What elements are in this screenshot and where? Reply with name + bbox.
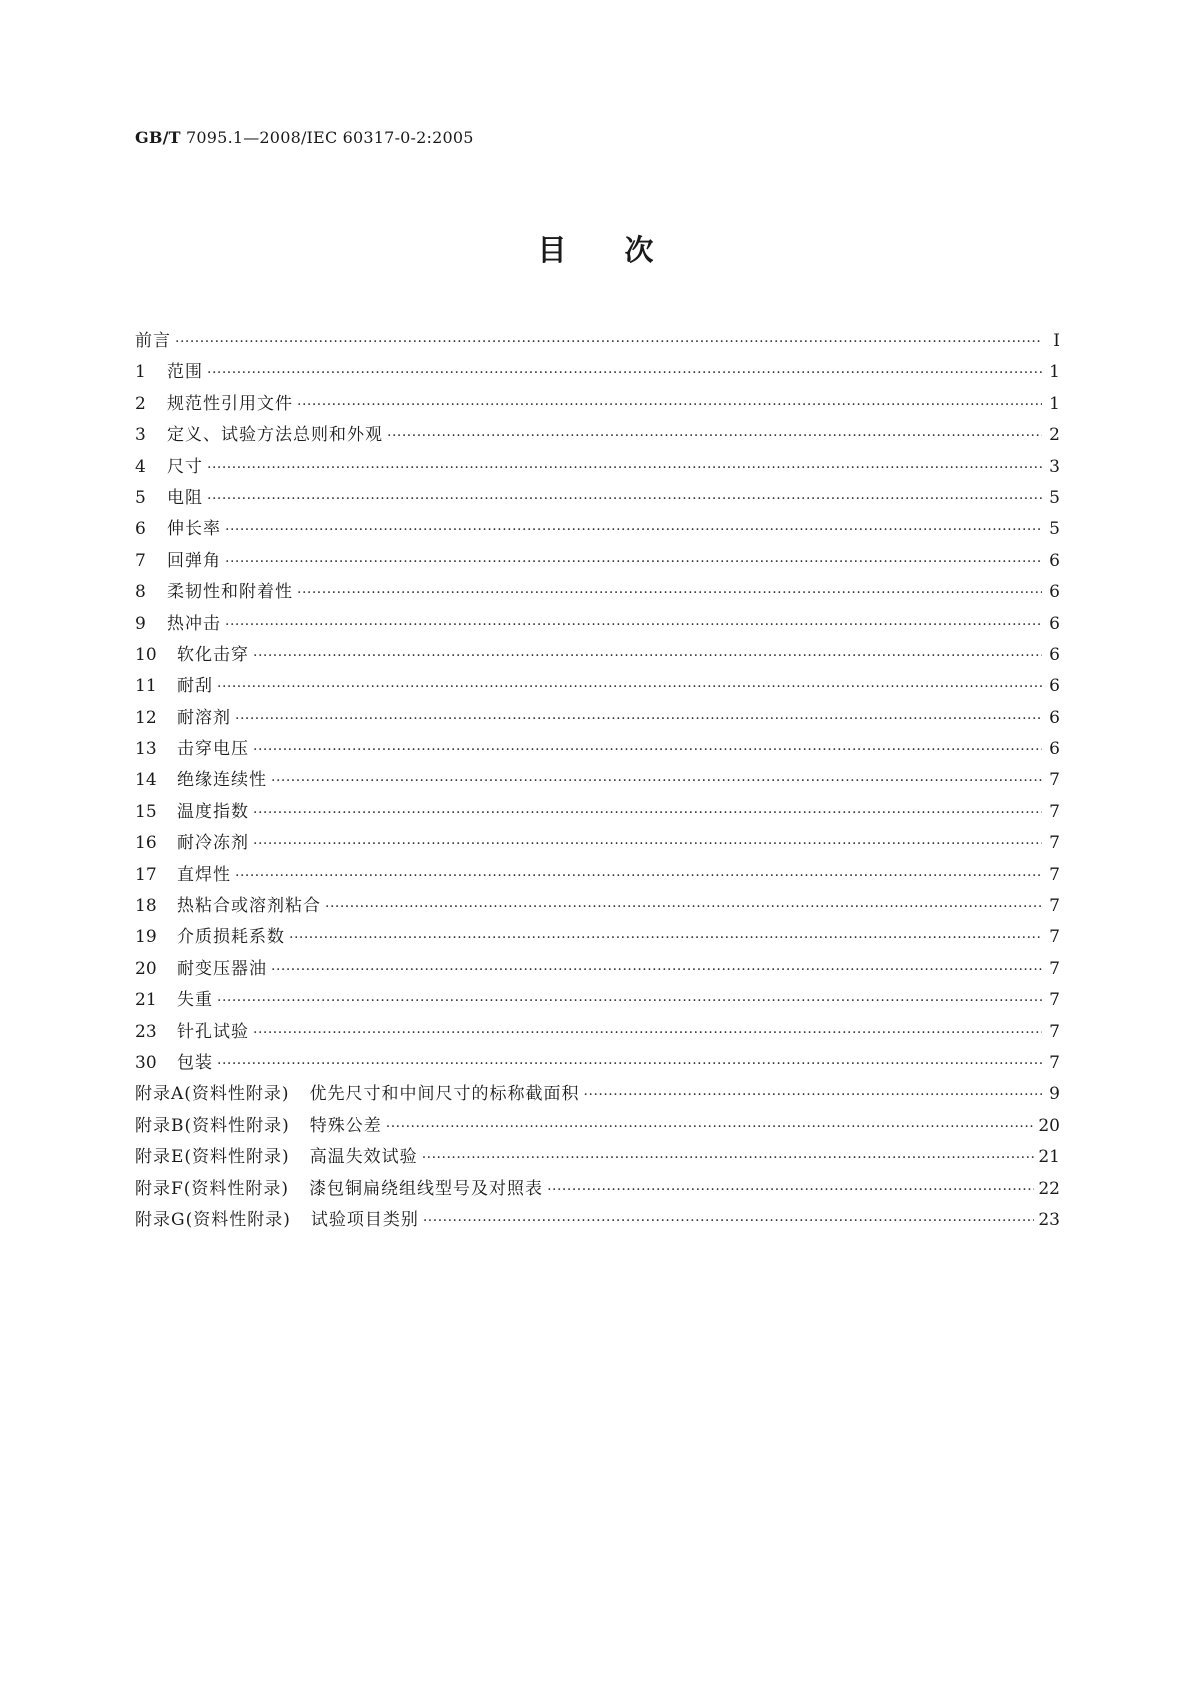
toc-entry[interactable] [135, 1111, 1060, 1142]
toc-entry-label [177, 1017, 249, 1042]
toc-leader-dots [217, 679, 1042, 695]
toc-entry-title: 针孔试验 [177, 1021, 249, 1042]
toc-entry-title: 前言 [135, 331, 171, 351]
toc-entry[interactable] [135, 326, 1060, 357]
toc-page-number: 7 [1049, 990, 1060, 1011]
toc-page-number: 7 [1049, 770, 1060, 791]
toc-entry[interactable] [135, 860, 1060, 891]
toc-leader-dots [253, 742, 1042, 758]
toc-entry-number: 18 [135, 896, 157, 917]
toc-entry-label [177, 1048, 213, 1073]
toc-entry-title: 电阻 [167, 487, 203, 508]
toc-entry-title: 击穿电压 [177, 739, 249, 760]
toc-entry-number: 7 [135, 550, 146, 571]
toc-entry[interactable] [135, 985, 1060, 1016]
toc-entry[interactable] [135, 765, 1060, 796]
toc-entry[interactable] [135, 514, 1060, 545]
toc-entry-title: 绝缘连续性 [177, 770, 267, 791]
toc-page-number: 7 [1049, 1021, 1060, 1042]
toc-entry-number: 12 [135, 707, 157, 728]
toc-entry-label [167, 420, 383, 445]
toc-entry-subtitle: 试验项目类别 [310, 1209, 419, 1230]
toc-entry-label [135, 326, 171, 351]
standard-code [135, 128, 474, 147]
toc-entry-number: 9 [135, 613, 146, 634]
toc-entry-number: 15 [135, 801, 157, 822]
toc-entry-title: 附录G(资料性附录) [135, 1209, 291, 1230]
toc-entry-label [177, 703, 231, 728]
toc-page-number: 20 [1038, 1115, 1060, 1136]
toc-page-number: 6 [1049, 550, 1060, 571]
toc-entry[interactable] [135, 797, 1060, 828]
toc-page-number: 6 [1049, 707, 1060, 728]
toc-entry-subtitle: 特殊公差 [309, 1115, 382, 1136]
toc-page-number: 6 [1049, 676, 1060, 697]
toc-entry[interactable] [135, 1017, 1060, 1048]
toc-entry-label [167, 546, 221, 571]
toc-leader-dots [225, 522, 1042, 538]
toc-entry-title: 介质损耗系数 [177, 927, 285, 948]
toc-entry-title: 耐溶剂 [177, 707, 231, 728]
toc-entry-number: 16 [135, 833, 157, 854]
toc-entry[interactable] [135, 389, 1060, 420]
toc-leader-dots [271, 773, 1042, 789]
toc-page-number: 9 [1049, 1084, 1060, 1105]
toc-leader-dots [547, 1182, 1034, 1198]
toc-entry[interactable] [135, 703, 1060, 734]
toc-page-number: 7 [1049, 801, 1060, 822]
toc-entry-label [167, 483, 203, 508]
toc-leader-dots [386, 1119, 1035, 1135]
toc-leader-dots [235, 711, 1042, 727]
toc-entry-number: 30 [135, 1052, 157, 1073]
toc-entry-title: 失重 [177, 990, 213, 1011]
toc-entry-label [167, 452, 203, 477]
toc-entry-title: 规范性引用文件 [167, 393, 293, 414]
toc-page-number: 23 [1038, 1209, 1060, 1230]
toc-entry[interactable] [135, 1174, 1060, 1205]
toc-leader-dots [217, 1056, 1042, 1072]
toc-entry-number: 21 [135, 990, 157, 1011]
toc-entry-label [135, 1111, 382, 1136]
toc-entry[interactable] [135, 1048, 1060, 1079]
toc-entry-label [177, 985, 213, 1010]
toc-leader-dots [207, 460, 1042, 476]
toc-page-number: 6 [1049, 739, 1060, 760]
toc-leader-dots [253, 1025, 1042, 1041]
toc-page-number: 6 [1049, 644, 1060, 665]
toc-page-number: 6 [1049, 582, 1060, 603]
toc-entry-title: 耐冷冻剂 [177, 833, 249, 854]
toc-entry-title: 柔韧性和附着性 [167, 582, 293, 603]
toc-page-number: 7 [1049, 864, 1060, 885]
toc-entry-title: 附录A(资料性附录) [135, 1084, 290, 1105]
toc-entry[interactable] [135, 671, 1060, 702]
toc-entry-number: 19 [135, 927, 157, 948]
toc-entry-label [167, 389, 293, 414]
toc-entry-title: 范围 [167, 362, 203, 383]
toc-page-number: 6 [1049, 613, 1060, 634]
toc-leader-dots [253, 648, 1042, 664]
toc-entry-label [177, 891, 321, 916]
toc-leader-dots [207, 491, 1042, 507]
toc-entry[interactable] [135, 483, 1060, 514]
toc-entry-label [177, 860, 231, 885]
toc-entry[interactable] [135, 922, 1060, 953]
toc-page-number: 7 [1049, 833, 1060, 854]
toc-entry-number: 13 [135, 739, 157, 760]
toc-entry-title: 直焊性 [177, 864, 231, 885]
toc-entry[interactable] [135, 734, 1060, 765]
toc-leader-dots [423, 1213, 1035, 1229]
toc-page-number: Ⅰ [1053, 331, 1060, 351]
toc-leader-dots [422, 1150, 1035, 1166]
toc-leader-dots [253, 836, 1042, 852]
toc-entry-label [177, 797, 249, 822]
standard-prefix: GB/T [135, 128, 181, 147]
toc-page-number: 22 [1038, 1178, 1060, 1199]
toc-entry-title: 耐刮 [177, 676, 213, 697]
toc-entry-number: 14 [135, 770, 157, 791]
toc-entry[interactable] [135, 1142, 1060, 1173]
toc-entry-number: 3 [135, 425, 146, 446]
toc-entry-label [177, 640, 249, 665]
toc-entry-title: 伸长率 [167, 519, 221, 540]
toc-page-number: 21 [1038, 1147, 1060, 1168]
toc-entry-label [177, 922, 285, 947]
toc-leader-dots [387, 428, 1042, 444]
toc-page-number: 7 [1049, 927, 1060, 948]
toc-leader-dots [297, 397, 1042, 413]
toc-leader-dots [584, 1087, 1042, 1103]
toc-leader-dots [225, 554, 1042, 570]
toc-entry-title: 附录B(资料性附录) [135, 1115, 290, 1136]
toc-entry-number: 23 [135, 1021, 157, 1042]
toc-page-number: 7 [1049, 1052, 1060, 1073]
toc-entry-number: 11 [135, 676, 157, 697]
standard-number: 7095.1—2008/IEC 60317-0-2:2005 [186, 128, 474, 147]
toc-leader-dots [297, 585, 1042, 601]
toc-leader-dots [207, 365, 1042, 381]
toc-leader-dots [175, 334, 1042, 350]
toc-entry-subtitle: 优先尺寸和中间尺寸的标称截面积 [309, 1084, 580, 1105]
toc-entry-number: 17 [135, 864, 157, 885]
toc-entry[interactable] [135, 828, 1060, 859]
table-of-contents [135, 326, 1060, 1236]
toc-leader-dots [217, 993, 1042, 1009]
toc-entry[interactable] [135, 577, 1060, 608]
toc-leader-dots [289, 930, 1042, 946]
toc-entry-title: 耐变压器油 [177, 958, 267, 979]
toc-leader-dots [325, 899, 1042, 915]
toc-entry-label [135, 1142, 418, 1167]
toc-entry-number: 8 [135, 582, 146, 603]
toc-entry-subtitle: 漆包铜扁绕组线型号及对照表 [309, 1178, 544, 1199]
toc-entry-label [135, 1205, 419, 1230]
toc-entry-title: 回弹角 [167, 550, 221, 571]
toc-entry-title: 温度指数 [177, 801, 249, 822]
toc-page-number: 1 [1049, 393, 1060, 414]
toc-entry-title: 热冲击 [167, 613, 221, 634]
toc-page-number: 7 [1049, 958, 1060, 979]
toc-entry-title: 软化击穿 [177, 644, 249, 665]
toc-entry[interactable] [135, 609, 1060, 640]
toc-entry-number: 10 [135, 644, 157, 665]
toc-entry-title: 附录E(资料性附录) [135, 1147, 290, 1168]
toc-entry-label [177, 828, 249, 853]
toc-entry-title: 定义、试验方法总则和外观 [167, 425, 383, 446]
toc-entry-label [177, 671, 213, 696]
toc-entry-number: 1 [135, 362, 146, 383]
toc-entry-number: 4 [135, 456, 146, 477]
toc-entry-title: 尺寸 [167, 456, 203, 477]
toc-leader-dots [225, 617, 1042, 633]
toc-entry-label [167, 514, 221, 539]
toc-entry-label [177, 734, 249, 759]
toc-entry[interactable] [135, 1079, 1060, 1110]
toc-page-number: 5 [1049, 519, 1060, 540]
toc-entry-label [167, 357, 203, 382]
toc-page-number: 1 [1049, 362, 1060, 383]
toc-page-number: 5 [1049, 487, 1060, 508]
toc-leader-dots [253, 805, 1042, 821]
toc-entry-label [167, 577, 293, 602]
toc-entry-label [177, 765, 267, 790]
toc-entry-title: 包装 [177, 1052, 213, 1073]
toc-entry-label [177, 954, 267, 979]
toc-entry-label [135, 1079, 580, 1104]
toc-entry-title: 热粘合或溶剂粘合 [177, 896, 321, 917]
toc-entry[interactable] [135, 954, 1060, 985]
toc-entry[interactable] [135, 357, 1060, 388]
toc-entry-number: 20 [135, 958, 157, 979]
toc-entry-label [135, 1174, 543, 1199]
toc-entry[interactable] [135, 420, 1060, 451]
toc-entry-number: 5 [135, 487, 146, 508]
toc-entry-number: 6 [135, 519, 146, 540]
page-title: 目次 [537, 233, 712, 267]
toc-page-number: 2 [1049, 425, 1060, 446]
toc-entry[interactable] [135, 1205, 1060, 1236]
toc-entry[interactable] [135, 452, 1060, 483]
toc-entry-label [167, 609, 221, 634]
toc-entry-title: 附录F(资料性附录) [135, 1178, 290, 1199]
toc-entry-subtitle: 高温失效试验 [309, 1147, 418, 1168]
toc-page-number: 7 [1049, 896, 1060, 917]
toc-leader-dots [271, 962, 1042, 978]
toc-entry[interactable] [135, 891, 1060, 922]
toc-entry[interactable] [135, 546, 1060, 577]
toc-leader-dots [235, 868, 1042, 884]
toc-entry[interactable] [135, 640, 1060, 671]
toc-page-number: 3 [1049, 456, 1060, 477]
toc-entry-number: 2 [135, 393, 146, 414]
